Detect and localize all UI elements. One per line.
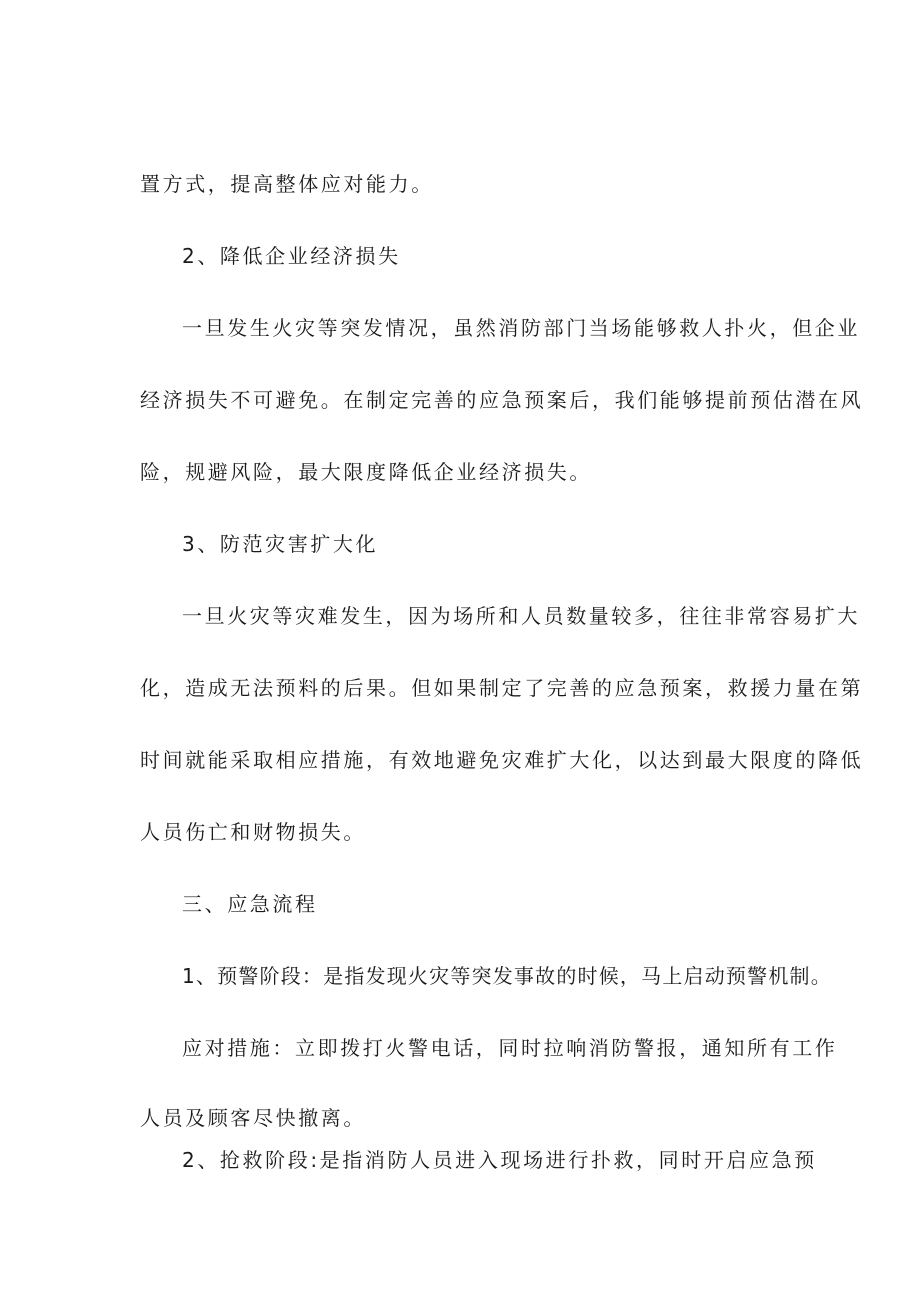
- paragraph-line: 1、预警阶段：是指发现火灾等突发事故的时候，马上启动预警机制。: [182, 964, 832, 988]
- section-heading: 3、防范灾害扩大化: [182, 532, 379, 556]
- paragraph-line: 时间就能采取相应措施，有效地避免灾难扩大化，以达到最大限度的降低: [140, 748, 864, 772]
- paragraph-line: 险，规避风险，最大限度降低企业经济损失。: [140, 460, 592, 484]
- paragraph-line: 应对措施：立即拨打火警电话，同时拉响消防警报，通知所有工作: [182, 1036, 838, 1060]
- paragraph-line: 置方式，提高整体应对能力。: [140, 172, 434, 196]
- paragraph-line: 一旦发生火灾等突发情况，虽然消防部门当场能够救人扑火，但企业: [182, 316, 860, 340]
- paragraph-line: 人员及顾客尽快撤离。: [140, 1106, 366, 1130]
- section-heading: 三、应急流程: [182, 892, 318, 916]
- paragraph-line: 经济损失不可避免。在制定完善的应急预案后，我们能够提前预估潜在风: [140, 388, 864, 412]
- paragraph-line: 2、抢救阶段:是指消防人员进入现场进行扑救，同时开启应急预: [182, 1148, 817, 1172]
- paragraph-line: 一旦火灾等灾难发生，因为场所和人员数量较多，往往非常容易扩大: [182, 604, 860, 628]
- paragraph-line: 人员伤亡和财物损失。: [140, 820, 366, 844]
- paragraph-line: 化，造成无法预料的后果。但如果制定了完善的应急预案，救援力量在第: [140, 676, 864, 700]
- section-heading: 2、降低企业经济损失: [182, 244, 401, 268]
